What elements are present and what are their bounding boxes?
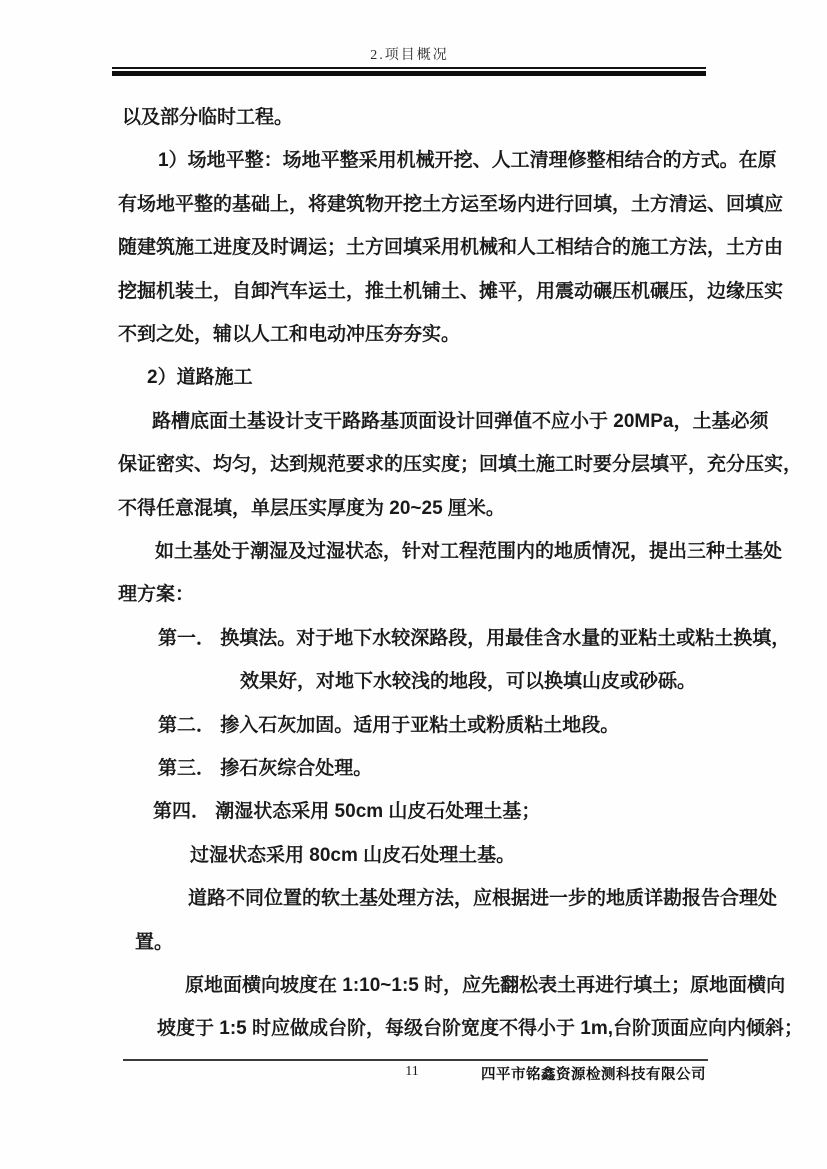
body-line: 第四． 潮湿状态采用 50cm 山皮石处理土基； bbox=[153, 801, 541, 823]
body-line: 坡度于 1:5 时应做成台阶，每级台阶宽度不得小于 1m,台阶顶面应向内倾斜； bbox=[157, 1018, 804, 1040]
body-line: 随建筑施工进度及时调运；土方回填采用机械和人工相结合的施工方法，土方由 bbox=[118, 237, 784, 259]
body-line: 效果好，对地下水较浅的地段，可以换填山皮或砂砾。 bbox=[240, 671, 697, 693]
body-line: 1）场地平整：场地平整采用机械开挖、人工清理修整相结合的方式。在原 bbox=[158, 150, 777, 172]
body-line: 保证密实、均匀，达到规范要求的压实度；回填土施工时要分层填平，充分压实， bbox=[118, 454, 803, 476]
body-line: 有场地平整的基础上，将建筑物开挖土方运至场内进行回填，土方清运、回填应 bbox=[118, 193, 784, 215]
body-line: 过湿状态采用 80cm 山皮石处理土基。 bbox=[190, 844, 516, 866]
body-line: 置。 bbox=[135, 931, 174, 953]
body-line: 以及部分临时工程。 bbox=[122, 107, 294, 128]
footer-company-name: 四平市铭鑫资源检测科技有限公司 bbox=[481, 1067, 706, 1083]
body-line: 道路不同位置的软土基处理方法，应根据进一步的地质详勘报告合理处 bbox=[188, 888, 778, 910]
body-line: 挖掘机装土，自卸汽车运土，推土机铺土、摊平，用震动碾压机碾压，边缘压实 bbox=[118, 280, 784, 302]
body-line: 第三． 掺石灰综合处理。 bbox=[158, 758, 373, 779]
header-section-title: 2.项目概况 bbox=[370, 48, 449, 63]
body-line: 第二． 掺入石灰加固。适用于亚粘土或粉质粘土地段。 bbox=[158, 714, 620, 736]
body-line: 不得任意混填，单层压实厚度为 20~25 厘米。 bbox=[118, 497, 505, 519]
page-number: 11 bbox=[405, 1064, 419, 1079]
body-line: 第一． 换填法。对于地下水较深路段，用最佳含水量的亚粘土或粘土换填， bbox=[158, 627, 791, 649]
body-line: 理方案： bbox=[118, 584, 195, 606]
document-body bbox=[118, 0, 804, 1169]
body-line: 2）道路施工 bbox=[147, 367, 253, 389]
body-line: 原地面横向坡度在 1:10~1:5 时，应先翻松表土再进行填土；原地面横向 bbox=[185, 975, 786, 996]
body-line: 如土基处于潮湿及过湿状态，针对工程范围内的地质情况，提出三种土基处 bbox=[155, 541, 783, 562]
body-line: 不到之处，辅以人工和电动冲压夯夯实。 bbox=[118, 324, 461, 345]
footer-rule bbox=[123, 1059, 708, 1061]
body-line: 路槽底面土基设计支干路路基顶面设计回弹值不应小于 20MPa，土基必须 bbox=[152, 410, 769, 432]
